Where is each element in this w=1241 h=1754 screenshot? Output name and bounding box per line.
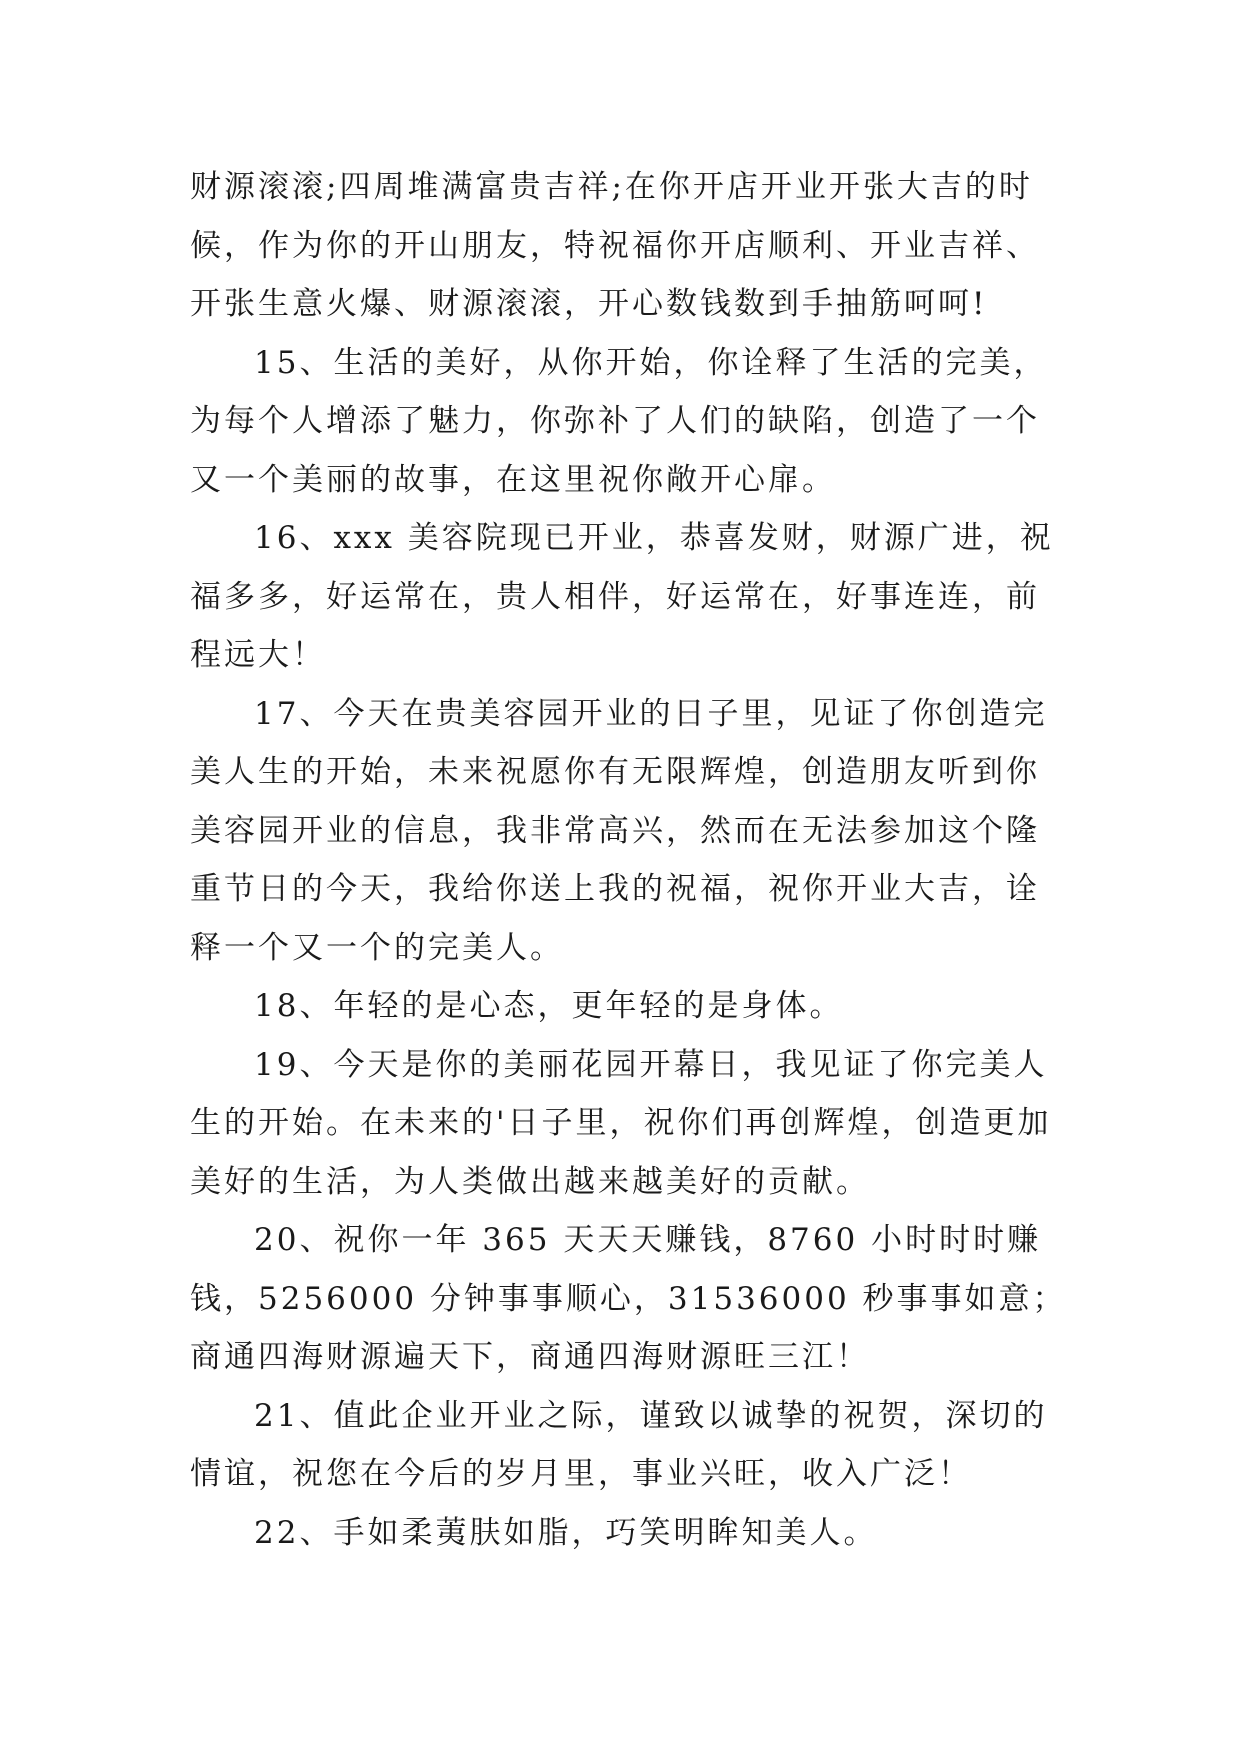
- paragraph-continuation: 财源滚滚;四周堆满富贵吉祥;在你开店开业开张大吉的时候，作为你的开山朋友，特祝福你开店顺利、开业吉祥、开张生意火爆、财源滚滚，开心数钱数到手抽筋呵呵!: [190, 169, 1040, 322]
- paragraph-19: 19、今天是你的美丽花园开幕日，我见证了你完美人生的开始。在未来的'日子里，祝你们再创辉煌，创造更加美好的生活，为人类做出越来越美好的贡献。: [190, 1046, 1052, 1200]
- paragraph-17: 17、今天在贵美容园开业的日子里，见证了你创造完美人生的开始，未来祝愿你有无限辉煌，创造朋友听到你美容园开业的信息，我非常高兴，然而在无法参加这个隆重节日的今天，我给你送上我的祝福，祝你开业大吉，诠释一个又一个的完美人。: [190, 695, 1048, 966]
- paragraph-18: 18、年轻的是心态，更年轻的是身体。: [254, 988, 844, 1024]
- document-body: [190, 158, 1070, 1562]
- paragraph-15: 15、生活的美好，从你开始，你诠释了生活的完美，为每个人增添了魅力，你弥补了人们的缺陷，创造了一个又一个美丽的故事，在这里祝你敞开心扉。: [190, 344, 1048, 498]
- paragraph-21: 21、值此企业开业之际，谨致以诚挚的祝贺，深切的情谊，祝您在今后的岁月里，事业兴旺，收入广泛！: [190, 1397, 1048, 1492]
- paragraph-22: 22、手如柔荑肤如脂，巧笑明眸知美人。: [254, 1514, 878, 1551]
- paragraph-16: 16、xxx 美容院现已开业，恭喜发财，财源广进，祝福多多，好运常在，贵人相伴，好运常在，好事连连，前程远大！: [190, 520, 1054, 673]
- paragraph-20: 20、祝你一年 365 天天天赚钱，8760 小时时时赚钱，5256000 分钟事事顺心，31536000 秒事事如意；商通四海财源遍天下，商通四海财源旺三江！: [190, 1222, 1067, 1375]
